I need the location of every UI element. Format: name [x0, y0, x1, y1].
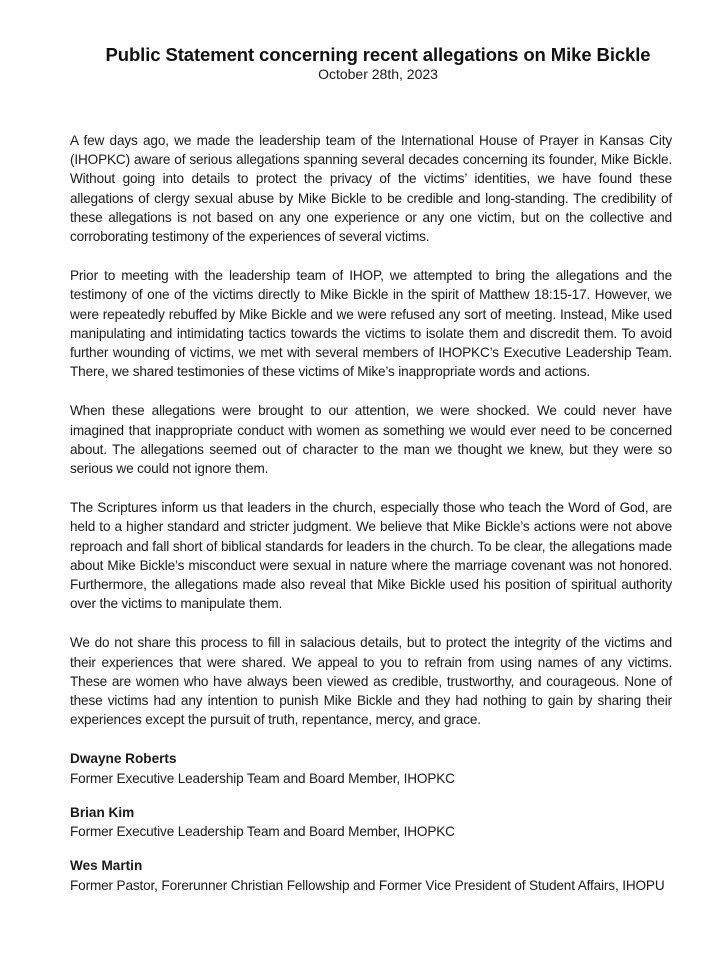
- signatory-name: Wes Martin: [70, 858, 143, 874]
- signatory-block: [70, 856, 672, 894]
- paragraph-2: Prior to meeting with the leadership team of IHOP, we attempted to bring the allegations and the testimony of one of the victims directly to Mike Bickle in the spirit of Matthew 18:15-17. However, we were repeatedly rebuffed by Mike Bickle and we were refused any sort of meeting. Instead, Mike used manipulating and intimidating tactics towards the victims to isolate them and discredit them. To avoid further wounding of victims, we met with several members of IHOPKC’s Executive Leadership Team. There, we shared testimonies of these victims of Mike’s inappropriate words and actions.: [70, 268, 672, 380]
- signatures: [70, 749, 672, 894]
- paragraph-5: We do not share this process to fill in salacious details, but to protect the integrity of the victims and their experiences that were shared. We appeal to you to refrain from using names of any victims. These are women who have always been viewed as credible, trustworthy, and courageous. None of these victims had any intention to punish Mike Bickle and they had nothing to gain by sharing their experiences except the pursuit of truth, repentance, mercy, and grace.: [70, 635, 672, 728]
- signatory-name: Dwayne Roberts: [70, 751, 177, 767]
- signatory-role: Former Executive Leadership Team and Board Member, IHOPKC: [70, 824, 455, 840]
- paragraph-4: The Scriptures inform us that leaders in the church, especially those who teach the Word of God, are held to a higher standard and stricter judgment. We believe that Mike Bickle’s actions were not above reproach and fall short of biblical standards for leaders in the church. To be clear, the allegations made about Mike Bickle’s misconduct were sexual in nature where the marriage covenant was not honored. Furthermore, the allegations made also reveal that Mike Bickle used his position of spiritual authority over the victims to manipulate them.: [70, 500, 672, 612]
- signatory-block: [70, 749, 672, 787]
- signatory-role: Former Pastor, Forerunner Christian Fellowship and Former Vice President of Student Affairs, IHOPU: [70, 877, 665, 893]
- signatory-block: [70, 803, 672, 841]
- paragraph-3: When these allegations were brought to our attention, we were shocked. We could never have imagined that inappropriate conduct with women as something we would ever need to be concerned about. The allegations seemed out of character to the man we thought we knew, but they were so serious we could not ignore them.: [70, 403, 672, 477]
- statement-body: [70, 131, 672, 729]
- signatory-name: Brian Kim: [70, 804, 135, 820]
- statement-date: October 28th, 2023: [318, 66, 438, 82]
- signatory-role: Former Executive Leadership Team and Board Member, IHOPKC: [70, 770, 455, 786]
- statement-title: Public Statement concerning recent allegations on Mike Bickle: [105, 44, 651, 65]
- paragraph-1: A few days ago, we made the leadership team of the International House of Prayer in Kansas City (IHOPKC) aware of serious allegations spanning several decades concerning its founder, Mike Bickle. Without going into details to protect the privacy of the victims’ identities, we have found these allegations of clergy sexual abuse by Mike Bickle to be credible and long-standing. The credibility of these allegations is not based on any one experience or any one victim, but on the collective and corroborating testimony of the experiences of several victims.: [70, 133, 672, 245]
